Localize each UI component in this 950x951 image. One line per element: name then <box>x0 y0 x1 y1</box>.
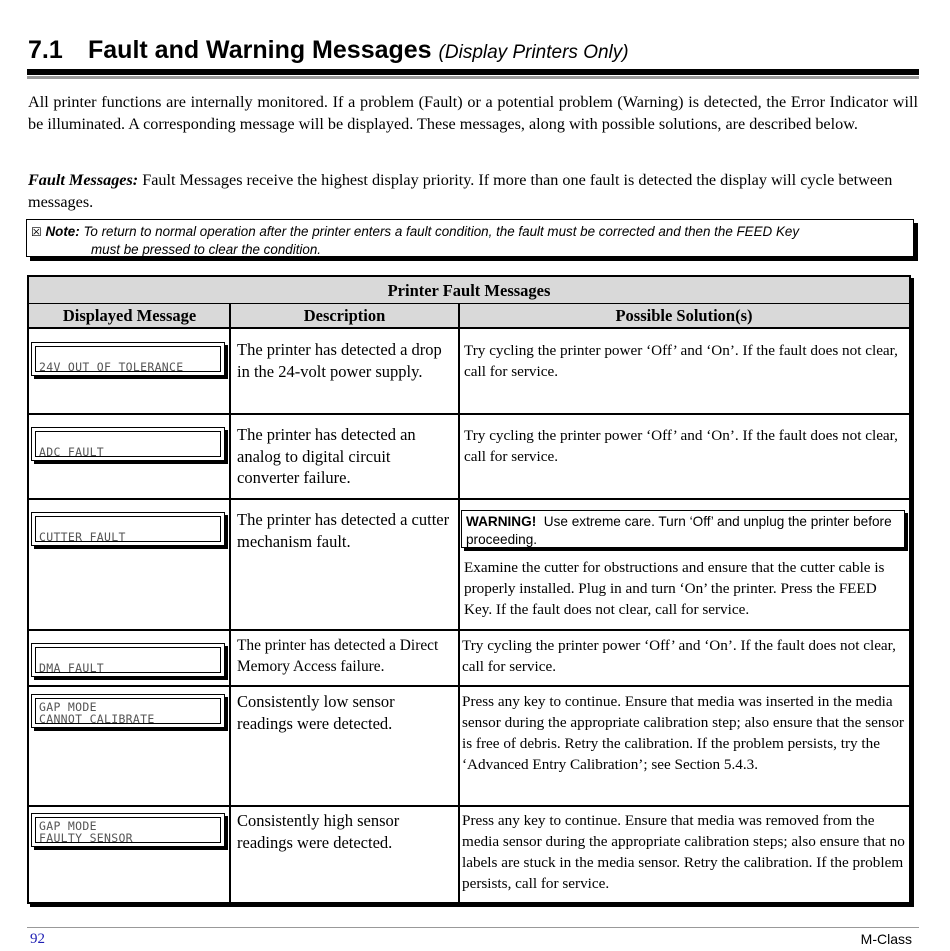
section-title: Fault and Warning Messages <box>88 36 432 64</box>
row-solution: Press any key to continue. Ensure that media was removed from the media sensor during the appropriate calibration steps; also ensure that no labels are stuck in the media sensor. Retry the calibration. If the problem persists, call for service. <box>462 812 905 892</box>
footer-rule <box>27 927 919 928</box>
warning-text: Use extreme care. Turn ‘Off’ and unplug the printer before proceeding. <box>466 514 892 547</box>
row-description: Consistently high sensor readings were detected. <box>237 811 400 852</box>
row-description: The printer has detected a drop in the 24-volt power supply. <box>237 340 442 381</box>
note-line-2: must be pressed to clear the condition. <box>91 242 322 257</box>
section-number: 7.1 <box>28 36 63 64</box>
fault-lead: Fault Messages: <box>28 171 139 189</box>
lcd-display-24v: 24V OUT OF TOLERANCE <box>31 342 225 376</box>
heading-rule <box>27 69 919 75</box>
lcd-display-dma: DMA FAULT <box>31 643 225 677</box>
checkbox-icon: ☒ <box>31 225 42 239</box>
lcd-display-adc: ADC FAULT <box>31 427 225 461</box>
note-box <box>26 219 914 257</box>
footer-brand: M-Class <box>860 931 912 947</box>
note-label: Note: <box>45 224 80 239</box>
row-description: Consistently low sensor readings were detected. <box>237 692 395 733</box>
lcd-display-cutter: CUTTER FAULT <box>31 512 225 546</box>
row-solution: Try cycling the printer power ‘Off’ and ‘On’. If the fault does not clear, call for service. <box>462 637 896 675</box>
page-number: 92 <box>30 931 45 947</box>
header-displayed-message: Displayed Message <box>29 304 230 328</box>
heading-rule-shadow <box>27 76 919 79</box>
row-solution: Press any key to continue. Ensure that media was inserted in the media sensor during the appropriate calibration step; also ensure that the sensor is free of debris. Retry the calibration. If the problem persists, try the ‘Advanced Entry Calibration’; see Section 5.4.3. <box>462 693 904 773</box>
row-solution: Try cycling the printer power ‘Off’ and ‘On’. If the fault does not clear, call for service. <box>464 342 898 380</box>
warning-label: WARNING! <box>466 514 537 529</box>
row-solution: Examine the cutter for obstructions and ensure that the cutter cable is properly installed. Plug in and turn ‘On’ the printer. Press the FEED Key. If the fault does not clear, call for service. <box>464 559 885 618</box>
row-description: The printer has detected an analog to digital circuit converter failure. <box>237 425 416 487</box>
fault-paragraph <box>28 169 918 213</box>
note-line-1: To return to normal operation after the printer enters a fault condition, the fault must be corrected and then the FEED Key <box>83 224 800 239</box>
lcd-display-gap-calibrate: GAP MODE CANNOT CALIBRATE <box>31 694 225 728</box>
header-description: Description <box>230 304 459 328</box>
row-description: The printer has detected a Direct Memory Access failure. <box>237 637 439 675</box>
section-heading <box>28 36 629 65</box>
fault-text: Fault Messages receive the highest display priority. If more than one fault is detected the display will cycle between messages. <box>28 171 893 211</box>
row-description: The printer has detected a cutter mechanism fault. <box>237 510 450 551</box>
fault-table <box>27 275 911 904</box>
warning-box <box>461 510 905 548</box>
lcd-display-gap-sensor: GAP MODE FAULTY SENSOR <box>31 813 225 847</box>
header-solutions: Possible Solution(s) <box>459 304 909 328</box>
table-title: Printer Fault Messages <box>29 277 909 304</box>
intro-paragraph: All printer functions are internally monitored. If a problem (Fault) or a potential problem (Warning) is detected, the Error Indicator will be illuminated. A corresponding message will be displayed. These messages, along with possible solutions, are described below. <box>28 93 918 133</box>
section-subtitle: (Display Printers Only) <box>438 42 629 63</box>
row-solution: Try cycling the printer power ‘Off’ and ‘On’. If the fault does not clear, call for service. <box>464 427 898 465</box>
